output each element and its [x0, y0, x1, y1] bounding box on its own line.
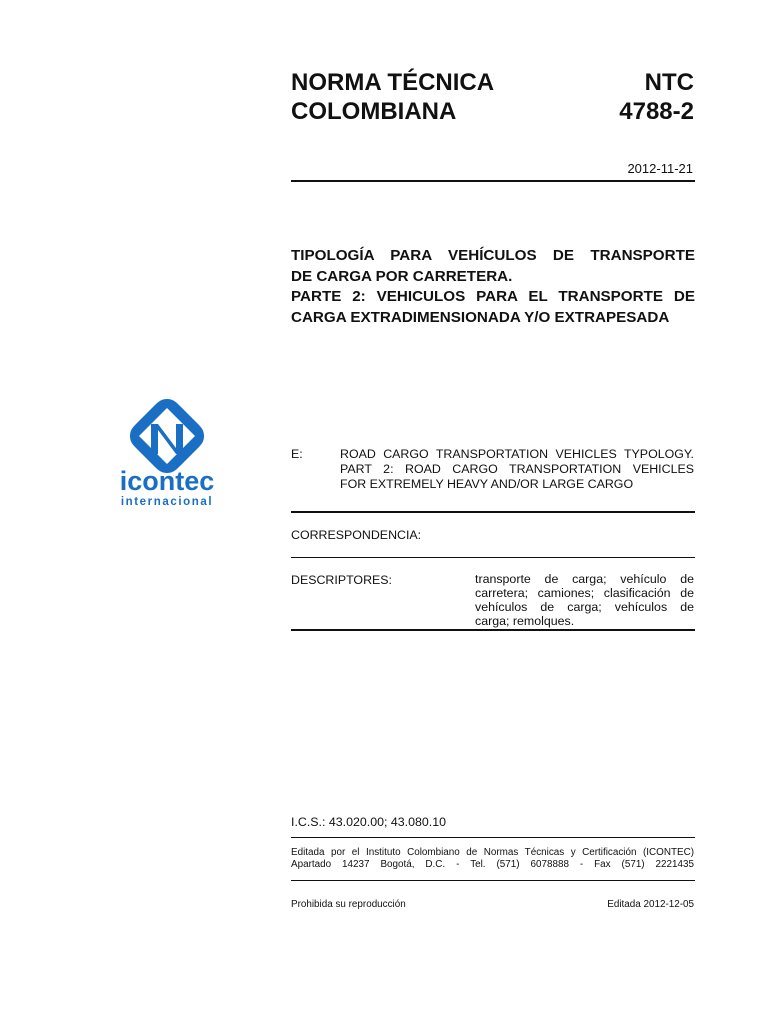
correspondencia-label: CORRESPONDENCIA:	[291, 528, 422, 542]
section-divider	[291, 557, 695, 558]
standard-code	[560, 68, 694, 126]
section-divider	[291, 511, 695, 513]
document-title-line: TIPOLOGÍA PARA VEHÍCULOS DE TRANSPORTE	[291, 247, 695, 264]
descriptores-line: carretera; camiones; clasificación de	[475, 586, 694, 600]
publisher-line: Editada por el Instituto Colombiano de Normas Técnicas y Certificación (ICONTEC)	[291, 847, 694, 858]
section-divider	[291, 629, 695, 631]
descriptores-label: DESCRIPTORES:	[291, 573, 392, 587]
english-title	[340, 447, 694, 492]
ics-code: I.C.S.: 43.020.00; 43.080.10	[291, 815, 446, 829]
standard-type-title	[291, 68, 541, 126]
publisher-line: Apartado 14237 Bogotá, D.C. - Tel. (571) 6078888 - Fax (571) 2221435	[291, 858, 694, 870]
document-title-line: PARTE 2: VEHICULOS PARA EL TRANSPORTE DE	[291, 288, 695, 305]
reproduction-notice: Prohibida su reproducción	[291, 899, 406, 910]
document-title-line: CARGA EXTRADIMENSIONADA Y/O EXTRAPESADA	[291, 308, 670, 326]
standard-code-line: NTC	[644, 69, 694, 96]
descriptores-line: carga; remolques.	[475, 614, 575, 628]
footer-divider	[291, 880, 695, 881]
edition-date: Editada 2012-12-05	[607, 899, 694, 910]
standard-code-line: 4788-2	[619, 98, 694, 125]
icontec-logo-mark	[108, 398, 226, 510]
document-title	[291, 246, 695, 328]
icontec-logo	[108, 398, 226, 510]
standard-type-line: COLOMBIANA	[291, 98, 457, 125]
descriptores-text	[475, 572, 694, 628]
header-divider	[291, 180, 695, 182]
english-label: E:	[291, 447, 303, 461]
logo-subtitle: internacional	[120, 496, 214, 508]
descriptores-line: vehículos de carga; vehículos de	[475, 600, 694, 614]
english-title-line: ROAD CARGO TRANSPORTATION VEHICLES TYPOLOGY.	[340, 447, 694, 461]
publisher-divider	[291, 837, 695, 838]
standard-type-line: NORMA TÉCNICA	[291, 69, 495, 96]
ratification-date: 2012-11-21	[627, 161, 693, 176]
descriptores-line: transporte de carga; vehículo de	[475, 572, 694, 586]
logo-wordmark: icontec	[119, 466, 215, 496]
english-title-line: FOR EXTREMELY HEAVY AND/OR LARGE CARGO	[340, 477, 634, 491]
publisher-info	[291, 847, 694, 870]
english-title-line: PART 2: ROAD CARGO TRANSPORTATION VEHICLES	[340, 462, 694, 476]
document-title-line: DE CARGA POR CARRETERA.	[291, 267, 513, 285]
